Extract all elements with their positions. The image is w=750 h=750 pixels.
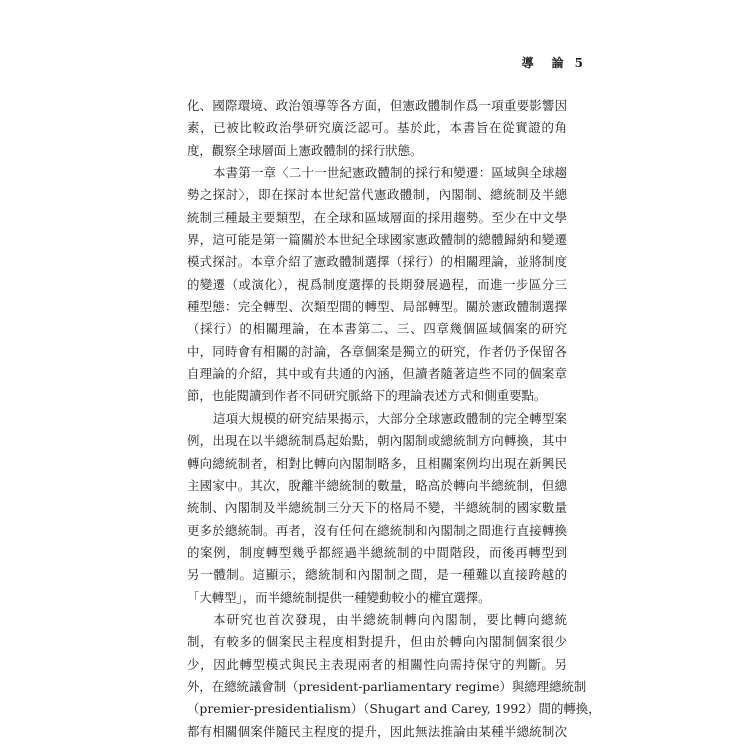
text-line: 度，觀察全球層面上憲政體制的採行狀態。 bbox=[187, 142, 423, 158]
text-line: 中，同時會有相關的討論，各章個案是獨立的研究，作者仍予保留各 bbox=[187, 343, 567, 359]
text-line: 勢之探討〉，即在探討本世紀當代憲政體制，內閣制、總統制及半總 bbox=[187, 187, 567, 203]
text-line: 例，出現在以半總統制爲起始點，朝內閣制或總統制方向轉換，其中 bbox=[187, 433, 567, 449]
paragraph bbox=[187, 95, 567, 162]
text-line: 本書第一章〈二十一世紀憲政體制的採行和變遷：區域與全球趨 bbox=[213, 165, 567, 181]
text-line: 制，有較多的個案民主程度相對提升，但由於轉向內閣制個案很少 bbox=[187, 634, 567, 650]
text-line: 都有相關個案伴隨民主程度的提升，因此無法推論由某種半總統制次 bbox=[187, 723, 567, 739]
text-line: 自理論的介紹，其中或有共通的內涵，但讀者隨著這些不同的個案章 bbox=[187, 366, 567, 382]
text-line: 界，這可能是第一篇關於本世紀全球國家憲政體制的總體歸納和變遷 bbox=[187, 232, 567, 248]
paragraph bbox=[187, 162, 567, 408]
text-line: 更多於總統制。再者，沒有任何在總統制和內閣制之間進行直接轉換 bbox=[187, 522, 567, 538]
text-line: 少，因此轉型模式與民主表現兩者的相關性向需持保守的判斷。另 bbox=[187, 656, 567, 672]
text-line: （premier-presidentialism）（Shugart and Carey, 1992）間的轉換， bbox=[187, 701, 601, 717]
text-line: 轉向總統制者，相對比轉向內閣制略多，且相關案例均出現在新興民 bbox=[187, 455, 567, 471]
text-line: （採行）的相關理論，在本書第二、三、四章幾個區域個案的研究 bbox=[187, 321, 567, 337]
body-text bbox=[187, 95, 601, 743]
paragraph bbox=[187, 408, 567, 609]
text-line: 這項大規模的研究結果揭示，大部分全球憲政體制的完全轉型案 bbox=[213, 410, 567, 426]
text-line: 統制三種最主要類型，在全球和區域層面的採用趨勢。至少在中文學 bbox=[187, 209, 567, 225]
text-line: 的變遷（或演化），視爲制度選擇的長期發展過程，而進一步區分三 bbox=[187, 276, 567, 292]
text-line: 種型態：完全轉型、次類型間的轉型、局部轉型。關於憲政體制選擇 bbox=[187, 299, 567, 315]
text-line: 「大轉型」，而半總統制提供一種變動較小的權宜選擇。 bbox=[187, 589, 491, 605]
section-title: 導 論 bbox=[521, 56, 567, 70]
text-line: 另一體制。這顯示，總統制和內閣制之間，是一種難以直接跨越的 bbox=[187, 567, 567, 583]
paragraph bbox=[187, 609, 601, 743]
text-line: 的案例，制度轉型幾乎都經過半總統制的中間階段，而後再轉型到 bbox=[187, 544, 567, 560]
text-line: 主國家中。其次，脫離半總統制的數量，略高於轉向半總統制，但總 bbox=[187, 477, 567, 493]
text-line: 節，也能閱讀到作者不同研究脈絡下的理論表述方式和側重要點。 bbox=[187, 388, 547, 404]
running-head bbox=[522, 54, 583, 71]
text-line: 化、國際環境、政治領導等各方面，但憲政體制作爲一項重要影響因 bbox=[187, 98, 567, 113]
text-line: 模式探討。本章介紹了憲政體制選擇（採行）的相關理論，並將制度 bbox=[187, 254, 567, 270]
text-line: 外，在總統議會制（president-parliamentary regime）與總理總統制 bbox=[187, 678, 587, 694]
text-line: 本研究也首次發現，由半總統制轉向內閣制，要比轉向總統 bbox=[213, 611, 567, 627]
page-number: 5 bbox=[574, 56, 583, 70]
text-line: 素，已被比較政治學研究廣泛認可。基於此，本書旨在從實證的角 bbox=[187, 120, 567, 136]
text-line: 統制、內閣制及半總統制三分天下的格局不變，半總統制的國家數量 bbox=[187, 500, 567, 516]
